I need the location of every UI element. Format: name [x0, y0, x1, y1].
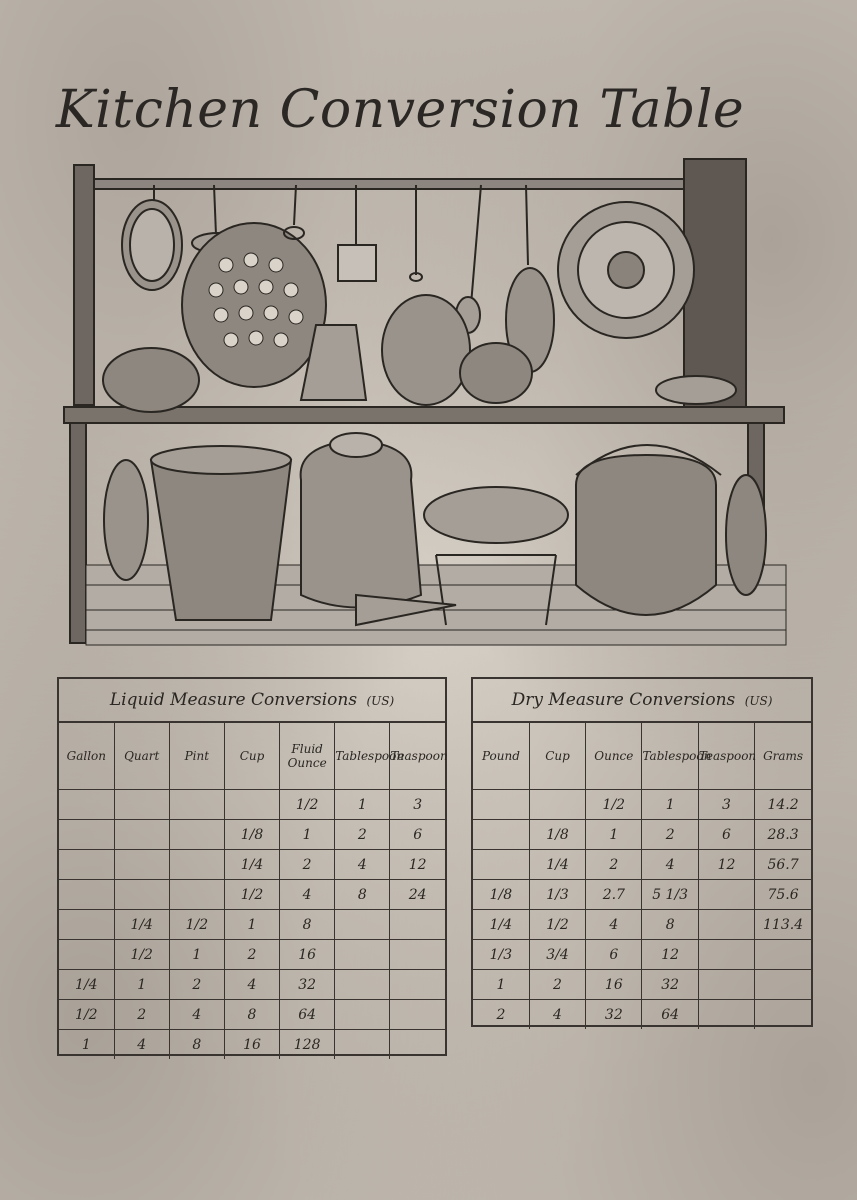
table-cell	[698, 910, 754, 940]
table-cell: 4	[280, 880, 335, 910]
table-cell	[755, 940, 811, 970]
table-cell: 1	[280, 820, 335, 850]
table-cell: 4	[335, 850, 390, 880]
table-cell: 1/8	[224, 820, 279, 850]
table-cell: 4	[114, 1030, 169, 1060]
table-cell	[390, 1000, 445, 1030]
table-cell	[59, 910, 114, 940]
liquid-header-cell: Cup	[224, 723, 279, 790]
table-cell: 113.4	[755, 910, 811, 940]
dry-table-title-text: Dry Measure Conversions	[511, 690, 736, 710]
table-cell: 1/4	[59, 970, 114, 1000]
table-cell: 3	[698, 790, 754, 820]
table-cell: 3/4	[529, 940, 585, 970]
table-cell	[59, 880, 114, 910]
table-cell	[59, 790, 114, 820]
table-row	[59, 1000, 445, 1030]
table-cell: 6	[698, 820, 754, 850]
table-cell	[755, 1000, 811, 1030]
table-cell: 4	[586, 910, 642, 940]
table-cell: 2	[169, 970, 224, 1000]
table-cell	[755, 970, 811, 1000]
table-cell: 12	[390, 850, 445, 880]
table-cell: 64	[280, 1000, 335, 1030]
dry-header-row	[473, 723, 811, 790]
table-cell: 4	[529, 1000, 585, 1030]
table-cell: 64	[642, 1000, 698, 1030]
table-cell	[390, 970, 445, 1000]
table-cell: 75.6	[755, 880, 811, 910]
table-row	[473, 820, 811, 850]
table-cell: 5 1/3	[642, 880, 698, 910]
table-cell: 1/2	[280, 790, 335, 820]
table-row	[473, 880, 811, 910]
table-cell: 8	[280, 910, 335, 940]
dry-header-cell: Pound	[473, 723, 529, 790]
table-cell: 2	[529, 970, 585, 1000]
table-cell	[114, 820, 169, 850]
table-cell: 1/2	[586, 790, 642, 820]
table-cell	[335, 940, 390, 970]
table-cell: 2	[335, 820, 390, 850]
table-cell: 1/4	[114, 910, 169, 940]
dry-grid	[473, 723, 811, 1029]
table-cell: 1	[335, 790, 390, 820]
table-row	[473, 970, 811, 1000]
table-cell	[529, 790, 585, 820]
table-cell: 14.2	[755, 790, 811, 820]
dry-header-cell: Tablespoon	[642, 723, 698, 790]
liquid-header-cell: Gallon	[59, 723, 114, 790]
table-cell	[390, 1030, 445, 1060]
table-cell: 1/2	[169, 910, 224, 940]
table-row	[473, 940, 811, 970]
table-cell: 1/2	[529, 910, 585, 940]
liquid-header-row	[59, 723, 445, 790]
table-cell	[114, 850, 169, 880]
table-cell	[59, 820, 114, 850]
table-cell: 1/2	[114, 940, 169, 970]
table-cell: 2	[473, 1000, 529, 1030]
table-cell: 1	[473, 970, 529, 1000]
table-row	[59, 850, 445, 880]
table-cell	[114, 790, 169, 820]
table-cell: 1	[59, 1030, 114, 1060]
liquid-table-subtitle: (US)	[366, 694, 395, 708]
table-cell: 1	[642, 790, 698, 820]
liquid-rows	[59, 790, 445, 1060]
table-cell: 4	[642, 850, 698, 880]
table-cell	[335, 910, 390, 940]
table-cell: 8	[335, 880, 390, 910]
dry-table-title	[473, 679, 811, 723]
table-cell: 8	[642, 910, 698, 940]
table-cell	[169, 790, 224, 820]
liquid-header-cell: Pint	[169, 723, 224, 790]
liquid-table-title	[59, 679, 445, 723]
table-cell	[335, 1030, 390, 1060]
table-cell: 1	[586, 820, 642, 850]
table-cell	[335, 1000, 390, 1030]
table-cell	[335, 970, 390, 1000]
table-cell: 1/4	[529, 850, 585, 880]
liquid-table-title-text: Liquid Measure Conversions	[109, 690, 358, 710]
table-cell: 4	[224, 970, 279, 1000]
table-cell: 16	[586, 970, 642, 1000]
table-cell: 1	[114, 970, 169, 1000]
table-cell: 6	[390, 820, 445, 850]
table-cell	[224, 790, 279, 820]
dry-header-cell: Teaspoon	[698, 723, 754, 790]
table-cell: 32	[586, 1000, 642, 1030]
table-cell: 1/8	[473, 880, 529, 910]
table-cell	[698, 1000, 754, 1030]
table-cell: 2	[586, 850, 642, 880]
table-row	[59, 970, 445, 1000]
liquid-header-cell: Fluid Ounce	[280, 723, 335, 790]
table-cell: 12	[642, 940, 698, 970]
page-title: Kitchen Conversion Table	[55, 80, 745, 140]
liquid-measure-table	[57, 677, 447, 1056]
dry-header-cell: Grams	[755, 723, 811, 790]
table-cell	[114, 880, 169, 910]
dry-header-cell: Cup	[529, 723, 585, 790]
table-cell: 1/8	[529, 820, 585, 850]
table-cell	[698, 940, 754, 970]
table-cell: 1/2	[59, 1000, 114, 1030]
table-cell: 4	[169, 1000, 224, 1030]
table-cell	[698, 880, 754, 910]
table-cell: 3	[390, 790, 445, 820]
table-cell: 2	[224, 940, 279, 970]
table-cell: 24	[390, 880, 445, 910]
table-row	[59, 940, 445, 970]
table-cell	[169, 820, 224, 850]
liquid-header-cell: Quart	[114, 723, 169, 790]
dry-rows	[473, 790, 811, 1030]
table-row	[473, 790, 811, 820]
liquid-header-cell: Tablespoon	[335, 723, 390, 790]
liquid-header-cell: Teaspoon	[390, 723, 445, 790]
dry-measure-table	[471, 677, 813, 1027]
table-cell: 1/3	[473, 940, 529, 970]
table-cell	[473, 850, 529, 880]
table-cell: 6	[586, 940, 642, 970]
table-cell: 12	[698, 850, 754, 880]
dry-table-subtitle: (US)	[744, 694, 773, 708]
table-cell: 1/3	[529, 880, 585, 910]
table-row	[59, 880, 445, 910]
table-cell: 16	[280, 940, 335, 970]
table-row	[59, 1030, 445, 1060]
table-row	[473, 850, 811, 880]
table-cell: 1/4	[224, 850, 279, 880]
dry-header-cell: Ounce	[586, 723, 642, 790]
kitchen-utensils-illustration	[56, 155, 791, 650]
liquid-grid	[59, 723, 448, 1059]
table-row	[59, 820, 445, 850]
table-row	[59, 790, 445, 820]
table-cell: 32	[642, 970, 698, 1000]
table-cell: 32	[280, 970, 335, 1000]
table-cell	[169, 880, 224, 910]
table-cell: 2	[642, 820, 698, 850]
table-cell: 16	[224, 1030, 279, 1060]
table-cell: 2	[280, 850, 335, 880]
table-cell	[390, 940, 445, 970]
table-cell	[698, 970, 754, 1000]
table-cell	[59, 940, 114, 970]
table-cell	[473, 790, 529, 820]
table-cell	[473, 820, 529, 850]
table-cell: 1/4	[473, 910, 529, 940]
table-cell: 8	[224, 1000, 279, 1030]
table-cell	[59, 850, 114, 880]
table-cell: 2.7	[586, 880, 642, 910]
table-cell: 1	[169, 940, 224, 970]
table-row	[59, 910, 445, 940]
table-row	[473, 910, 811, 940]
table-cell: 56.7	[755, 850, 811, 880]
table-cell: 128	[280, 1030, 335, 1060]
table-cell: 28.3	[755, 820, 811, 850]
table-cell: 1/2	[224, 880, 279, 910]
table-cell	[169, 850, 224, 880]
table-cell	[390, 910, 445, 940]
table-cell: 1	[224, 910, 279, 940]
table-row	[473, 1000, 811, 1030]
table-cell: 8	[169, 1030, 224, 1060]
table-cell: 2	[114, 1000, 169, 1030]
